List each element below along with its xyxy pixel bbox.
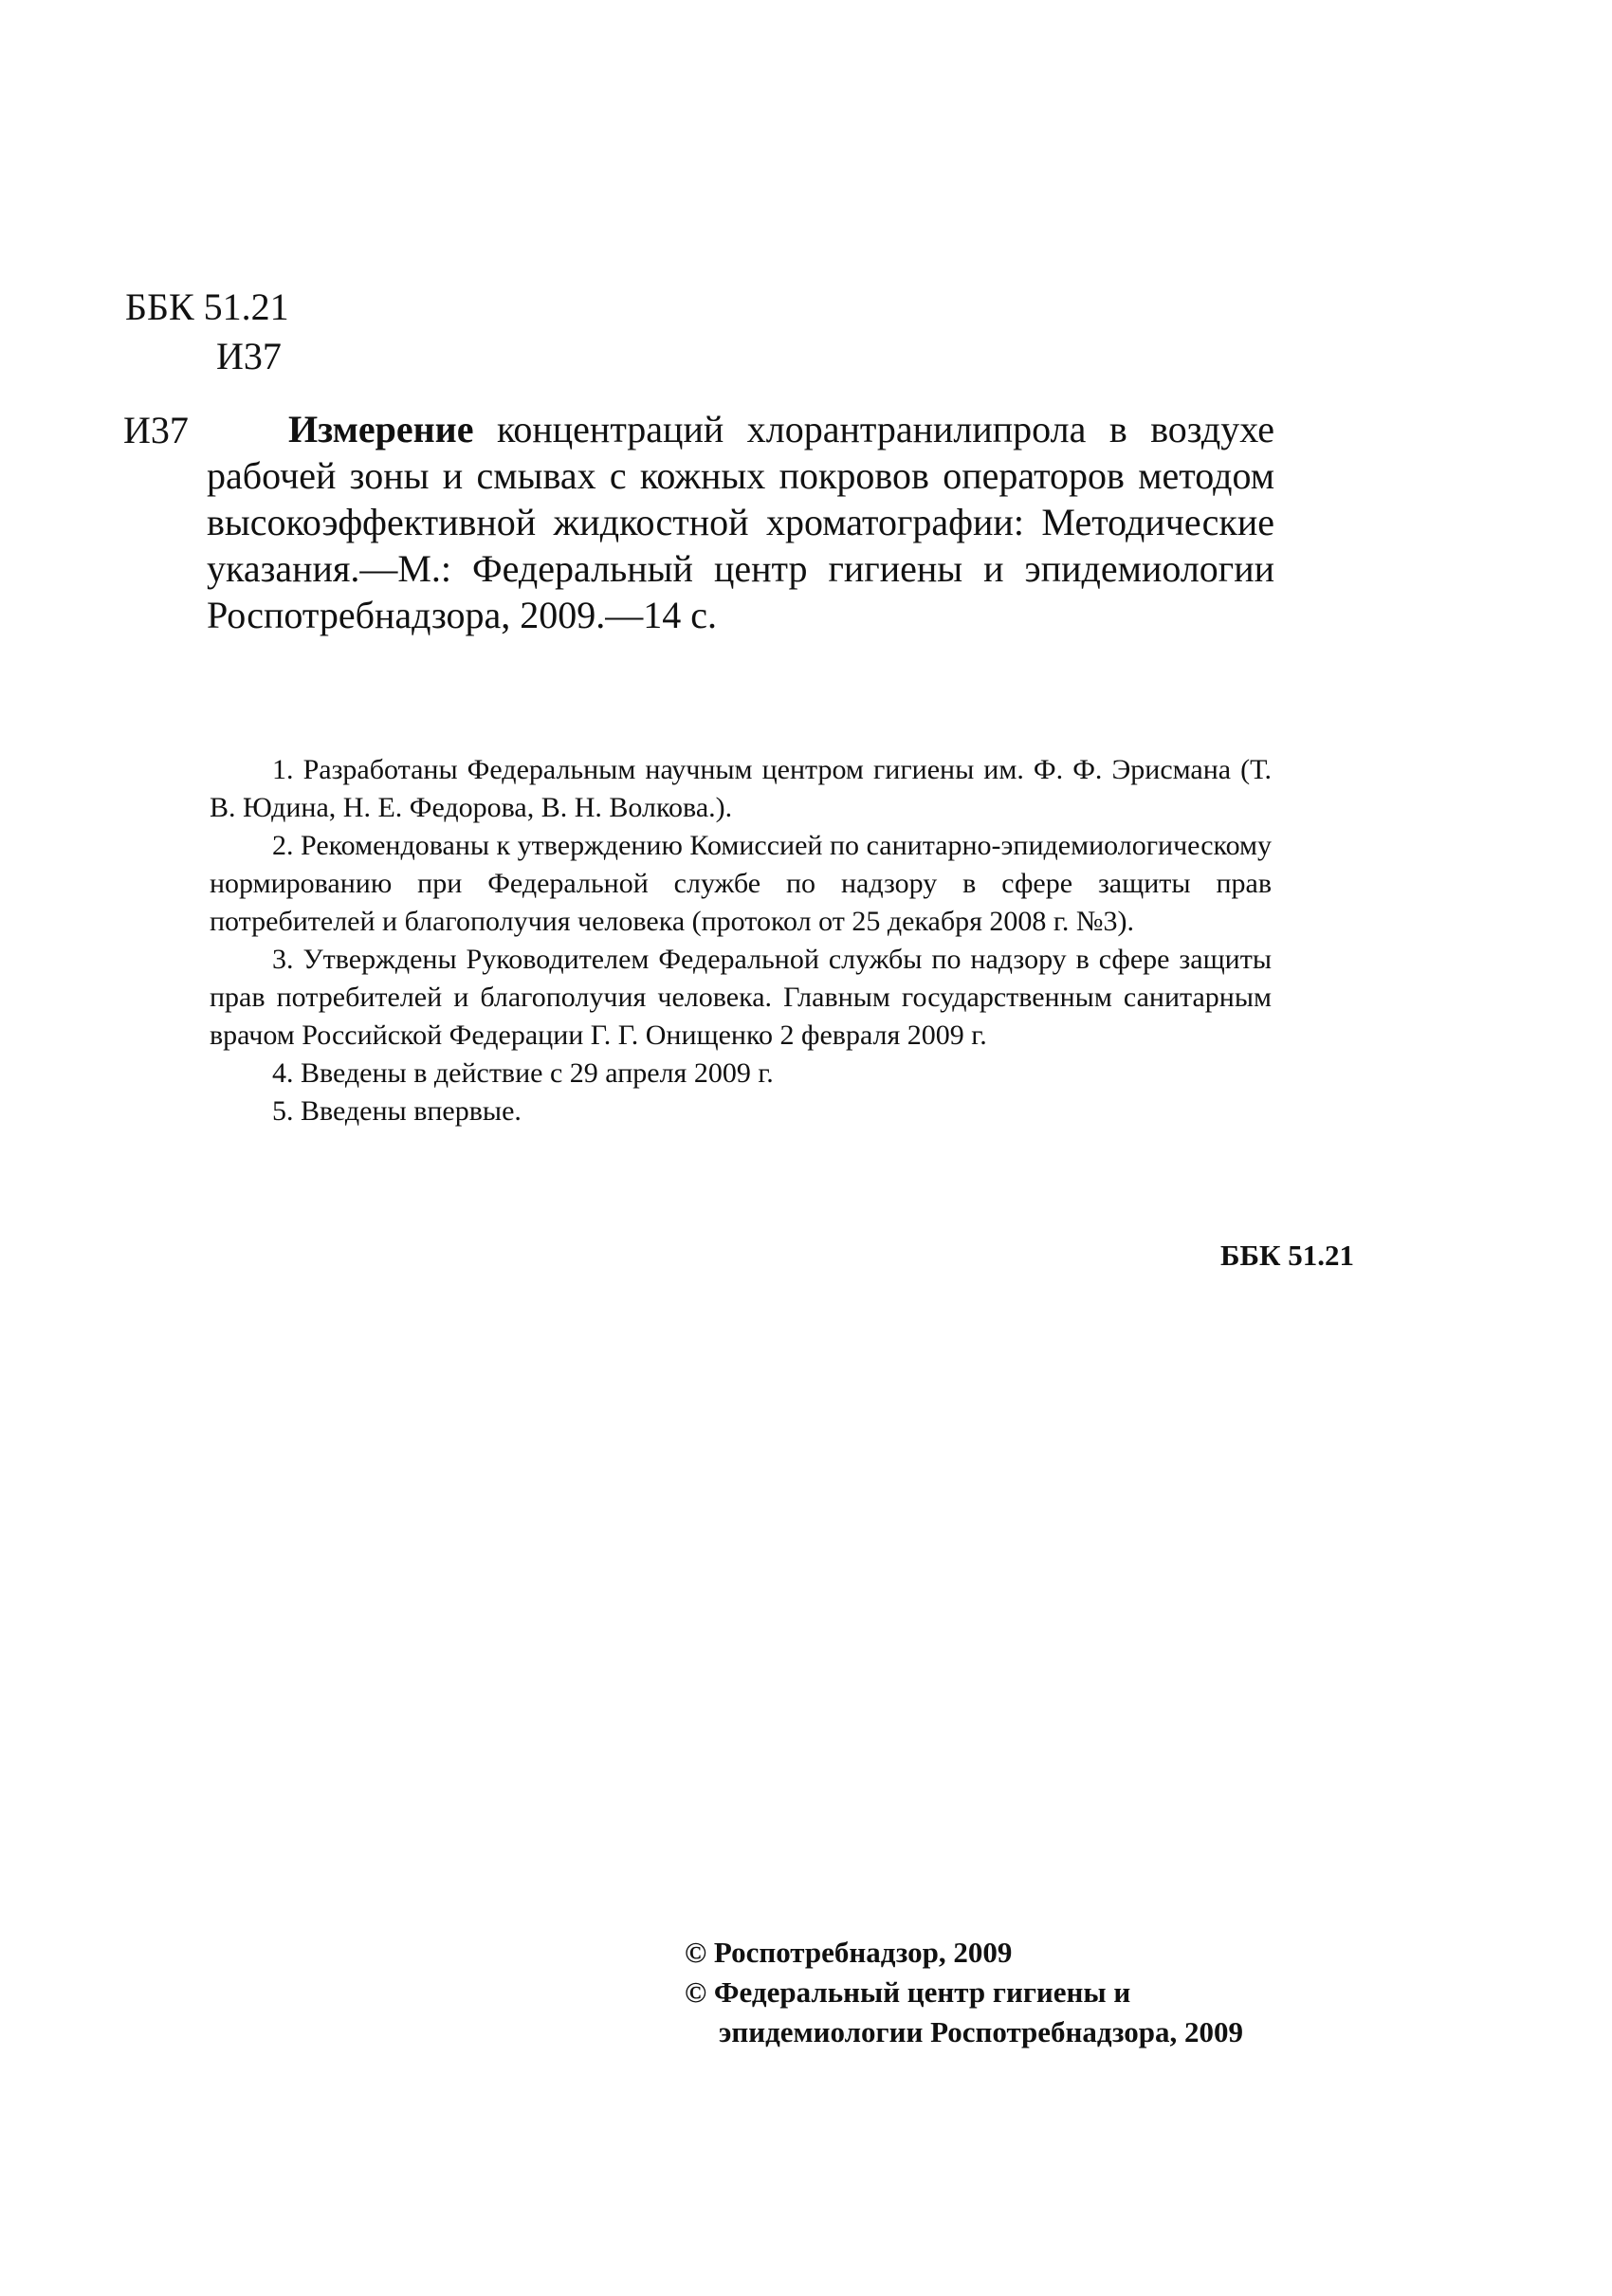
note-item: 2. Рекомендованы к утверждению Комиссией по санитарно-эпидемиологическому нормированию при Федеральной службе по надзору в сфере защиты прав потребителей и благополучия человека (протокол от 25 декабря 2008 г. №3). xyxy=(210,830,1272,937)
notes-list xyxy=(210,751,1272,1130)
note-item: 5. Введены впервые. xyxy=(272,1095,522,1127)
author-mark: И37 xyxy=(216,335,282,377)
copyright-line: © Роспотребнадзор, 2009 xyxy=(685,1936,1013,1969)
bibliographic-entry xyxy=(207,406,1274,638)
bbk-footer: ББК 51.21 xyxy=(1220,1239,1354,1272)
entry-title-rest: концентраций хлорантранилипрола в воздухе рабочей зоны и смывах с кожных покровов операторов методом высокоэффективной жидкостной хроматографии: Методические указания.—М.: Федеральный центр гигиены и эпидемиологии Роспотребнадзора, 2009.—14 с. xyxy=(207,408,1274,636)
bbk-header xyxy=(125,283,289,381)
copyright-line: © Федеральный центр гигиены и xyxy=(685,1975,1131,2009)
entry-title-lead: Измерение xyxy=(288,408,474,450)
copyright-line: эпидемиологии Роспотребнадзора, 2009 xyxy=(719,2015,1243,2048)
entry-author-mark: И37 xyxy=(123,409,189,451)
note-item: 4. Введены в действие с 29 апреля 2009 г. xyxy=(272,1057,774,1089)
note-item: 3. Утверждены Руководителем Федеральной службы по надзору в сфере защиты прав потребителей и благополучия человека. Главным государственным санитарным врачом Российской Федерации Г. Г. Онищенко 2 февраля 2009 г. xyxy=(210,944,1272,1051)
note-item: 1. Разработаны Федеральным научным центром гигиены им. Ф. Ф. Эрисмана (Т. В. Юдина, Н. Е. Федорова, В. Н. Волкова.). xyxy=(210,754,1272,823)
copyright-block xyxy=(685,1933,1243,2052)
bbk-code: ББК 51.21 xyxy=(125,285,289,328)
